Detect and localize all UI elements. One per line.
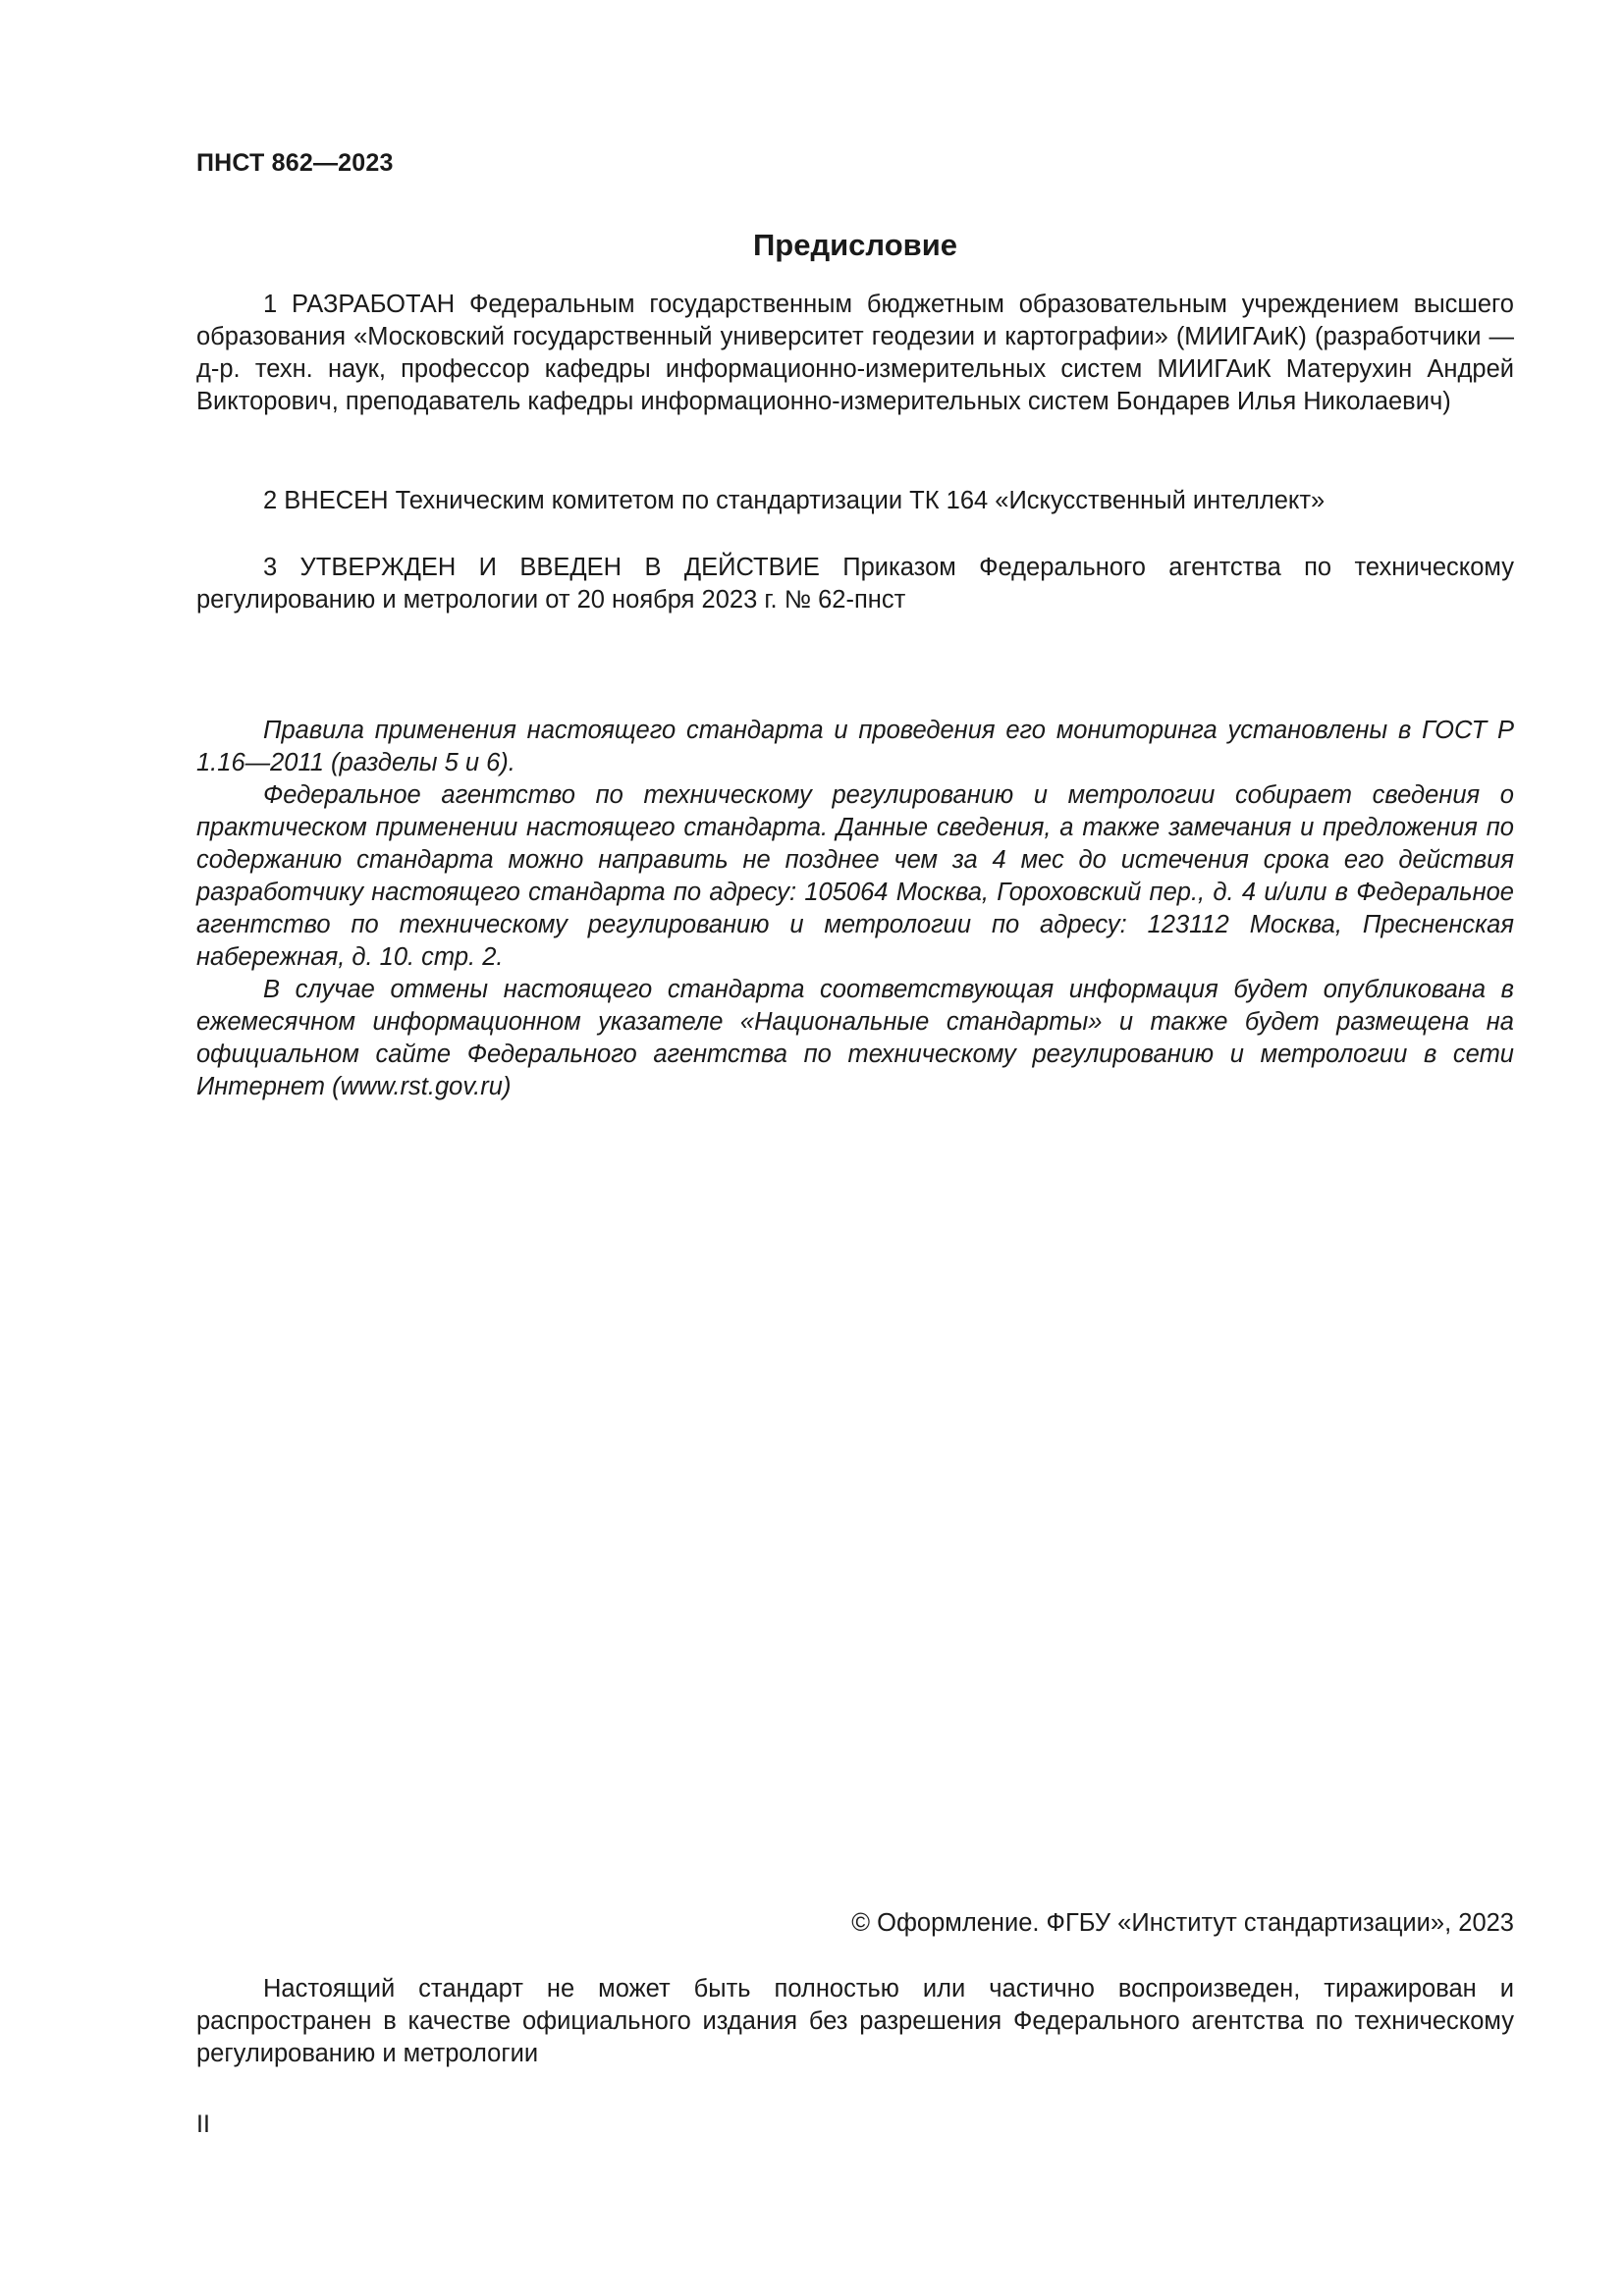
note-application-rules: Правила применения настоящего стандарта и проведения его мониторинга установлены в ГОСТ Р 1.16—2011 (разделы 5 и 6).	[196, 717, 1514, 776]
page-title: Предисловие	[752, 228, 957, 262]
copyright-line: © Оформление. ФГБУ «Институт стандартизации», 2023	[851, 1909, 1514, 1937]
paragraph-introduced-by: 2 ВНЕСЕН Техническим комитетом по стандартизации ТК 164 «Искусственный интеллект»	[263, 487, 1326, 514]
italic-notes-block	[196, 715, 1514, 1103]
note-feedback: Федеральное агентство по техническому регулированию и метрологии собирает сведения о практическом применении настоящего стандарта. Данные сведения, а также замечания и предложения по содержанию стандарта можно направить не позднее чем за 4 мес до истечения срока его действия разработчику настоящего стандарта по адресу: 105064 Москва, Гороховский пер., д. 4 и/или в Федеральное агентство по техническому регулированию и метрологии по адресу: 123112 Москва, Пресненская набережная, д. 10. стр. 2.	[196, 781, 1514, 971]
document-page	[196, 0, 1514, 2296]
paragraph-developed-by: 1 РАЗРАБОТАН Федеральным государственным бюджетным образовательным учреждением высшего образования «Московский государственный университет геодезии и картографии» (МИИГАиК) (разработчики — д-р. техн. наук, профессор кафедры информационно-измерительных систем МИИГАиК Матерухин Андрей Викторович, преподаватель кафедры информационно-измерительных систем Бондарев Илья Николаевич)	[196, 291, 1514, 415]
paragraph-approved: 3 УТВЕРЖДЕН И ВВЕДЕН В ДЕЙСТВИЕ Приказом Федерального агентства по техническому регулированию и метрологии от 20 ноября 2023 г. № 62-пнст	[196, 554, 1514, 614]
page-number: II	[196, 2110, 210, 2138]
document-code: ПНСТ 862—2023	[196, 149, 394, 177]
note-cancellation: В случае отмены настоящего стандарта соответствующая информация будет опубликована в ежемесячном информационном указателе «Национальные стандарты» и также будет размещена на официальном сайте Федерального агентства по техническому регулированию и метрологии в сети Интернет (www.rst.gov.ru)	[196, 976, 1514, 1100]
reproduction-notice: Настоящий стандарт не может быть полностью или частично воспроизведен, тиражирован и распространен в качестве официального издания без разрешения Федерального агентства по техническому регулированию и метрологии	[196, 1975, 1514, 2067]
